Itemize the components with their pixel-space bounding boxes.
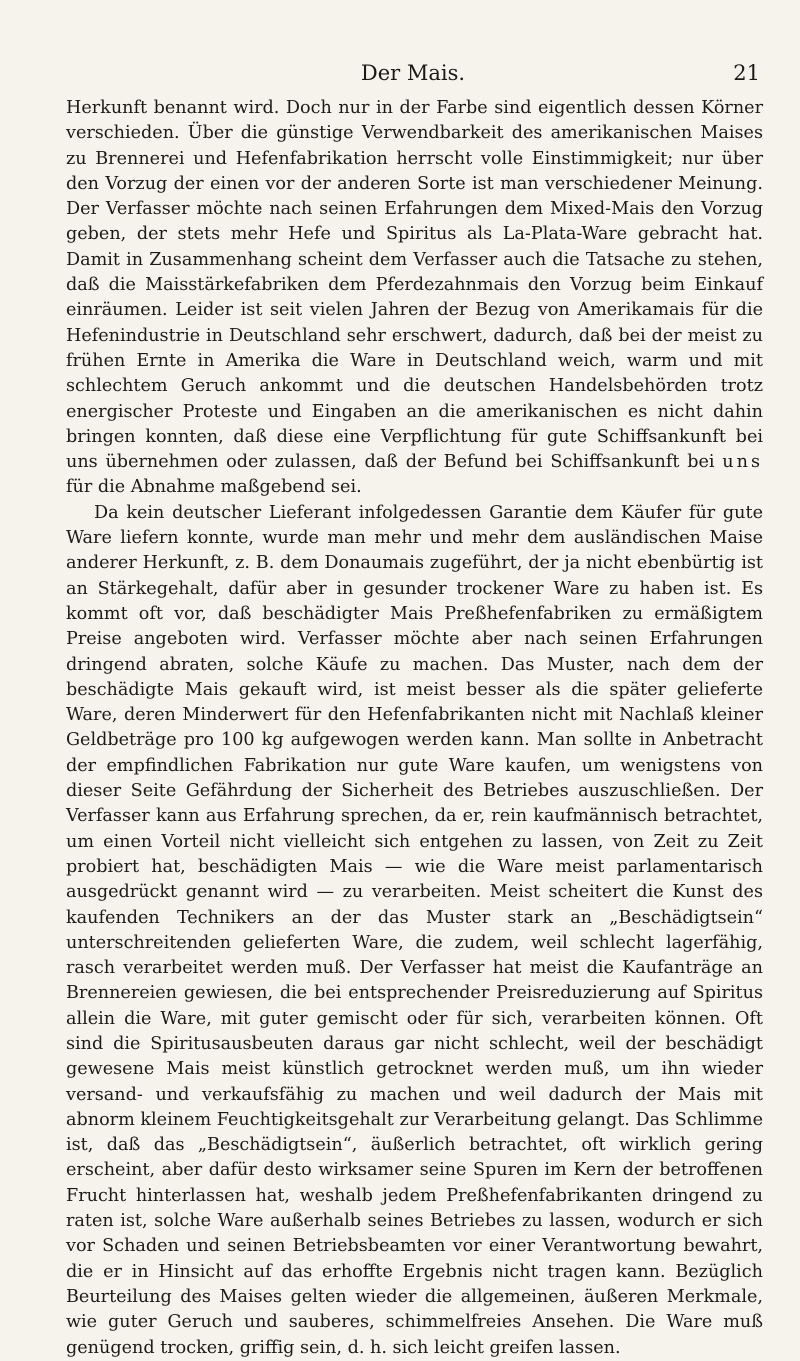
paragraph-2: Da kein deutscher Lieferant infolgedessen Garantie dem Käufer für gute Ware liefern konnte, wurde man mehr und mehr dem ausländischen Maise anderer Herkunft, z. B. dem Donaumais zugeführt, der ja nicht ebenbürtig ist an Stärkegehalt, dafür aber in gesunder trockener Ware zu haben ist. Es kommt oft vor, daß beschädigter Mais Preßhefenfabriken zu ermäßigtem Preise angeboten wird. Verfasser möchte aber nach seinen Erfahrungen dringend abraten, solche Käufe zu machen. Das Muster, nach dem der beschädigte Mais gekauft wird, ist meist besser als die später gelieferte Ware, deren Minderwert für den Hefenfabrikanten nicht mit Nachlaß kleiner Geldbeträge pro 100 kg aufgewogen werden kann. Man sollte in Anbetracht der empfindlichen Fabrikation nur gute Ware kaufen, um wenigstens von dieser Seite Gefährdung der Sicherheit des Betriebes auszuschließen. Der Verfasser kann aus Erfahrung sprechen, da er, rein kaufmännisch betrachtet, um einen Vorteil nicht vielleicht sich entgehen zu lassen, von Zeit zu Zeit probiert hat, beschädigten Mais — wie die Ware meist parlamentarisch ausgedrückt genannt wird — zu verarbeiten. Meist scheitert die Kunst des kaufenden Technikers an der das Muster stark an „Beschädigtsein“ unterschreitenden gelieferten Ware, die zudem, weil schlecht lagerfähig, rasch verarbeitet werden muß. Der Verfasser hat meist die Kaufanträge an Brennereien gewiesen, die bei entsprechender Preisreduzierung auf Spiritus allein die Ware, mit guter gemischt oder für sich, verarbeiten können. Oft sind die Spiritusausbeuten daraus gar nicht schlecht, weil der beschädigt gewesene Mais meist künstlich getrocknet werden muß, um ihn wieder versand- und verkaufsfähig zu machen und weil dadurch der Mais mit abnorm kleinem Feuchtigkeitsgehalt zur Verarbeitung gelangt. Das Schlimme ist, daß das „Beschädigtsein“, äußerlich betrachtet, oft wirklich gering erscheint, aber dafür desto wirksamer seine Spuren im Kern der betroffenen Frucht hinterlassen hat, weshalb jedem Preßhefenfabrikanten dringend zu raten ist, solche Ware außerhalb seines Betriebes zu lassen, wodurch er sich vor Schaden und seinen Betriebsbeamten vor einer Verantwortung bewahrt, die er in Hinsicht auf das erhoffte Ergebnis nicht tragen kann. Bezüglich Beurteilung des Maises gelten wieder die allgemeinen, äußeren Merkmale, wie guter Geruch und sauberes, schimmelfreies Ansehen. Die Ware muß genügend trocken, griffig sein, d. h. sich leicht greifen lassen. xyxy=(66,502,763,1358)
page-number: 21 xyxy=(733,61,760,85)
running-title: Der Mais. xyxy=(360,61,466,85)
paragraph-1-end: für die Abnahme maßgebend sei. xyxy=(66,477,362,498)
running-head xyxy=(66,60,760,86)
emphasis-uns: uns xyxy=(722,452,763,473)
paragraph-1-text: Herkunft benannt wird. Doch nur in der Farbe sind eigentlich dessen Körner verschieden. Über die günstige Verwendbarkeit des amerikanischen Maises zu Brennerei und Hefenfabrikation herrscht volle Einstimmigkeit; nur über den Vorzug der einen vor der anderen Sorte ist man verschiedener Meinung. Der Verfasser möchte nach seinen Erfahrungen dem Mixed-Mais den Vorzug geben, der stets mehr Hefe und Spiritus als La-Plata-Ware gebracht hat. Damit in Zusammenhang scheint dem Verfasser auch die Tatsache zu stehen, daß die Maisstärkefabriken dem Pferdezahnmais den Vorzug beim Einkauf einräumen. Leider ist seit vielen Jahren der Bezug von Amerikamais für die Hefenindustrie in Deutschland sehr erschwert, dadurch, daß bei der meist zu frühen Ernte in Amerika die Ware in Deutschland weich, warm und mit schlechtem Geruch ankommt und die deutschen Handelsbehörden trotz energischer Proteste und Eingaben an die amerikanischen es nicht dahin bringen konnten, daß diese eine Verpflichtung für gute Schiffsankunft bei uns übernehmen oder zulassen, daß der Befund bei Schiffsankunft bei xyxy=(66,98,763,473)
paragraph-1 xyxy=(66,96,763,501)
body-text xyxy=(66,96,763,1361)
